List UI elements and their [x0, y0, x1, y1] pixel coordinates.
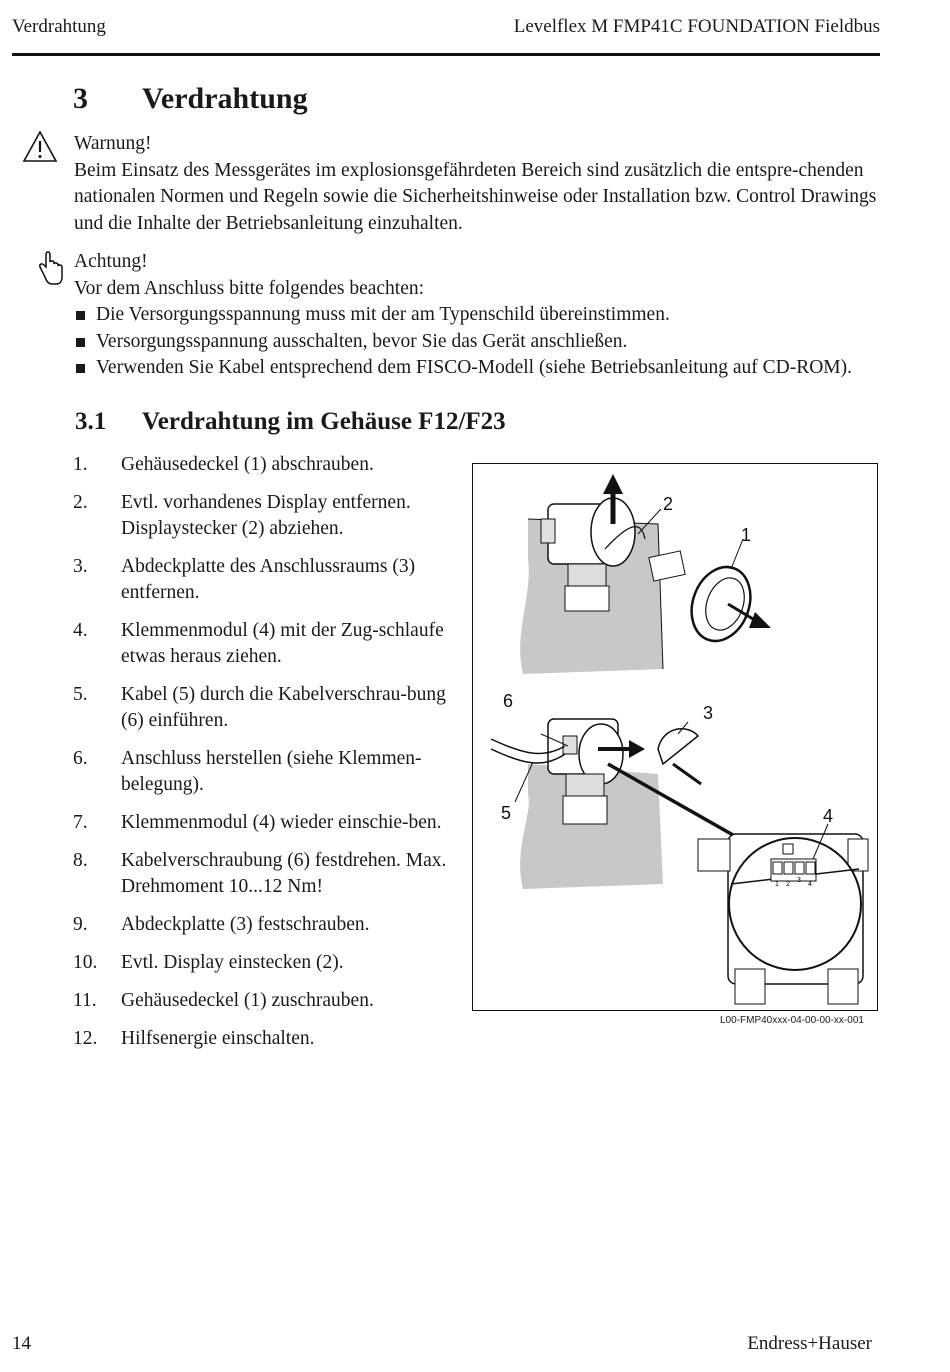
- step-item: [73, 746, 453, 798]
- terminal-number-2: 2: [786, 881, 790, 888]
- step-text: Gehäusedeckel (1) abschrauben.: [121, 454, 374, 475]
- warning-block: [74, 131, 894, 237]
- figure-label-1: 1: [741, 525, 752, 545]
- step-number: 11.: [73, 990, 97, 1011]
- step-item: [73, 848, 453, 900]
- bullet-item: [74, 329, 904, 356]
- step-text: Klemmenmodul (4) mit der Zug-schlaufe etwas heraus ziehen.: [121, 620, 444, 667]
- section-number: 3.1: [75, 408, 107, 435]
- step-text: Evtl. Display einstecken (2).: [121, 952, 344, 973]
- step-item: [73, 618, 453, 670]
- step-item: [73, 452, 453, 478]
- warning-text: Beim Einsatz des Messgerätes im explosionsgefährdeten Bereich sind zusätzlich die entspre-chenden nationalen Normen und Regeln sowie die Sicherheitshinweise oder Installation bzw. Control Drawings und die Inhalte der Betriebsanleitung einzuhalten.: [74, 159, 877, 234]
- figure-label-6: 6: [503, 691, 514, 711]
- running-header-right: Levelflex M FMP41C FOUNDATION Fieldbus: [513, 16, 880, 37]
- figure-caption: L00-FMP40xxx-04-00-00-xx-001: [720, 1015, 864, 1026]
- bullet-text: Versorgungsspannung ausschalten, bevor Sie das Gerät anschließen.: [96, 330, 628, 352]
- header-rule: [12, 53, 880, 56]
- step-number: 1.: [73, 454, 88, 475]
- terminal-compartment-illustration: [698, 834, 868, 1004]
- step-text: Hilfsenergie einschalten.: [121, 1028, 315, 1049]
- figure-label-3: 3: [703, 703, 714, 723]
- section-title: Verdrahtung im Gehäuse F12/F23: [142, 408, 506, 435]
- step-item: [73, 912, 453, 938]
- running-header-left: Verdrahtung: [12, 16, 106, 37]
- step-number: 3.: [73, 556, 88, 577]
- step-text: Abdeckplatte (3) festschrauben.: [121, 914, 370, 935]
- housing-lower-illustration: [491, 719, 701, 824]
- figure-label-2: 2: [663, 494, 674, 514]
- chapter-number: 3: [73, 82, 88, 115]
- step-number: 7.: [73, 812, 88, 833]
- pointing-hand-icon: [36, 250, 64, 286]
- step-text: Evtl. vorhandenes Display entfernen. Displaystecker (2) abziehen.: [121, 492, 411, 539]
- chapter-title: Verdrahtung: [142, 82, 308, 115]
- figure-label-5: 5: [501, 803, 512, 823]
- step-text: Gehäusedeckel (1) zuschrauben.: [121, 990, 374, 1011]
- attention-title: Achtung!: [74, 251, 148, 272]
- step-item: [73, 950, 453, 976]
- step-item: [73, 490, 453, 542]
- attention-intro: Vor dem Anschluss bitte folgendes beachten:: [74, 277, 425, 299]
- step-item: [73, 554, 453, 606]
- bullet-square: [76, 311, 85, 320]
- footer-brand: Endress+Hauser: [747, 1333, 872, 1354]
- step-item: [73, 1026, 453, 1052]
- step-item: [73, 810, 453, 836]
- steps-list: [73, 452, 453, 1064]
- bullet-text: Die Versorgungsspannung muss mit der am Typenschild übereinstimmen.: [96, 304, 670, 325]
- terminal-number-4: 4: [808, 881, 812, 888]
- bullet-square: [76, 364, 85, 373]
- step-text: Kabel (5) durch die Kabelverschrau-bung (6) einführen.: [121, 684, 446, 731]
- step-item: [73, 682, 453, 734]
- step-number: 10.: [73, 952, 98, 973]
- step-number: 8.: [73, 850, 88, 871]
- step-text: Abdeckplatte des Anschlussraums (3) entfernen.: [121, 556, 416, 603]
- terminal-number-1: 1: [775, 881, 779, 888]
- step-number: 4.: [73, 620, 88, 641]
- warning-title: Warnung!: [74, 133, 152, 154]
- bullet-item: [74, 355, 904, 382]
- bullet-square: [76, 338, 85, 347]
- step-text: Anschluss herstellen (siehe Klemmen-belegung).: [121, 748, 422, 795]
- step-text: Kabelverschraubung (6) festdrehen. Max. Drehmoment 10...12 Nm!: [121, 850, 447, 897]
- step-item: [73, 988, 453, 1014]
- figure-label-4: 4: [823, 806, 834, 826]
- wiring-figure: [472, 463, 878, 1011]
- attention-block: [74, 249, 904, 382]
- step-number: 5.: [73, 684, 88, 705]
- step-number: 2.: [73, 492, 88, 513]
- step-number: 6.: [73, 748, 88, 769]
- terminal-number-3: 3: [797, 877, 801, 884]
- step-number: 9.: [73, 914, 88, 935]
- step-number: 12.: [73, 1028, 98, 1049]
- warning-icon: [22, 130, 58, 164]
- bullet-text: Verwenden Sie Kabel entsprechend dem FISCO-Modell (siehe Betriebsanleitung auf CD-ROM).: [96, 357, 852, 378]
- housing-cover-illustration: [682, 559, 771, 650]
- page-number: 14: [12, 1333, 31, 1354]
- step-text: Klemmenmodul (4) wieder einschie-ben.: [121, 812, 442, 833]
- bullet-item: [74, 302, 904, 329]
